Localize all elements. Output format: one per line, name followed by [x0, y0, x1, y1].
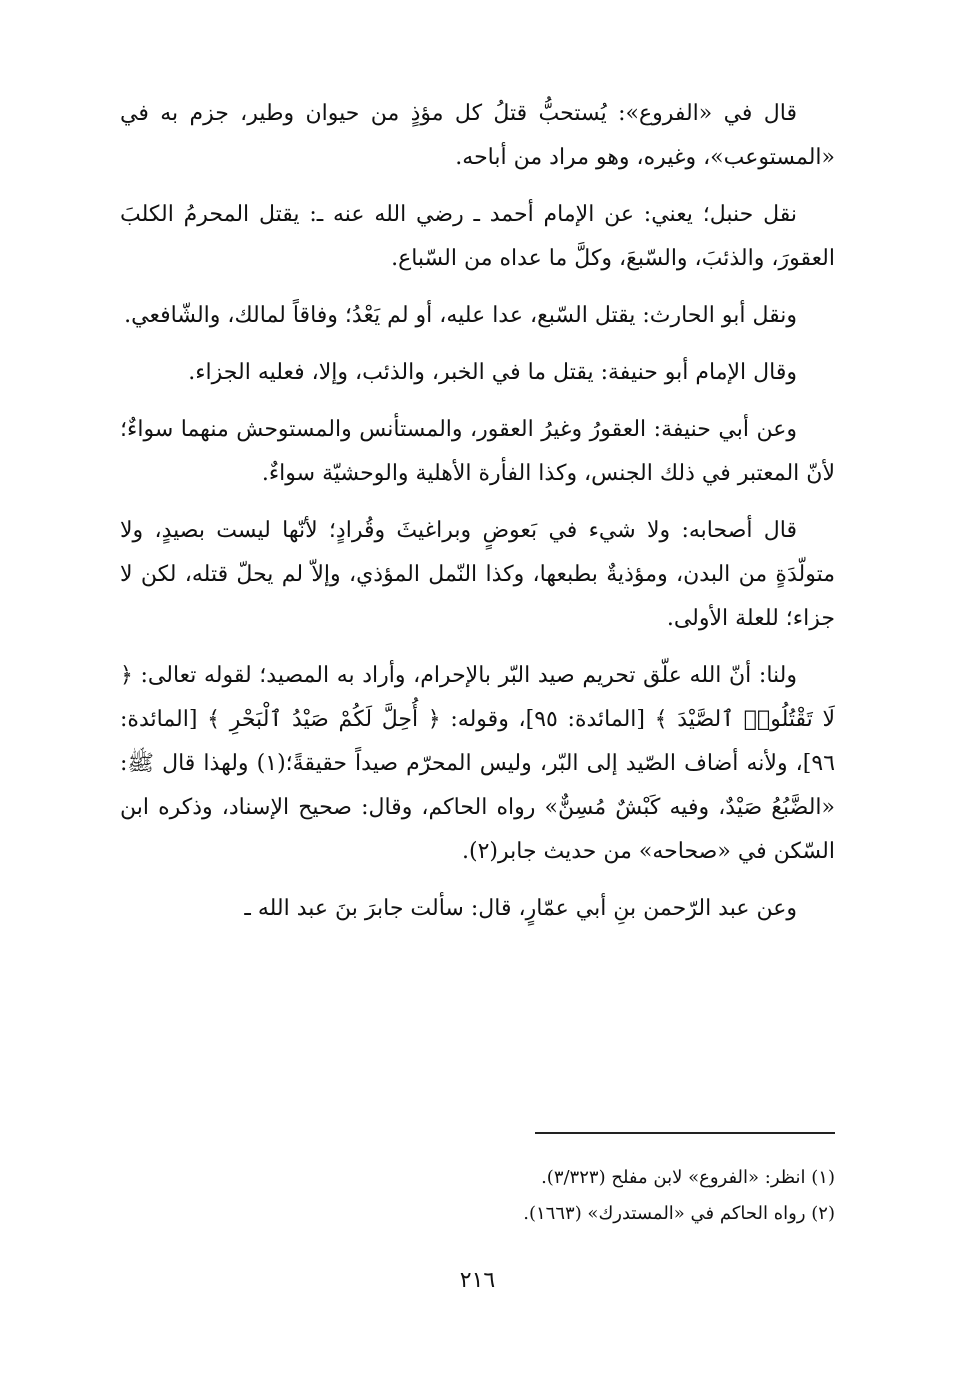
page-number: ٢١٦ [459, 1268, 496, 1293]
paragraph-2: نقل حنبل؛ يعني: عن الإمام أحمد ـ رضي الله عنه ـ: يقتل المحرمُ الكلبَ العقورَ، والذئبَ، والسّبعَ، وكلَّ ما عداه من السّباع. [120, 202, 835, 271]
paragraph-3: ونقل أبو الحارث: يقتل السّبع، عدا عليه، أو لم يَعْدُ؛ وفاقاً لمالك، والشّافعي. [124, 303, 797, 328]
paragraph-1: قال في «الفروع»: يُستحبُّ قتلُ كل مؤذٍ من حيوان وطير، جزم به في «المستوعب»، وغيره، وهو مراد من أباحه. [120, 101, 835, 170]
footnote-1: (١) انظر: «الفروع» لابن مفلح (٣/٣٢٣). [541, 1167, 835, 1188]
paragraph-8: وعن عبد الرّحمن بنِ أبي عمّارٍ، قال: سألت جابرَ بنَ عبد الله ـ [244, 896, 797, 921]
footnote-2: (٢) رواه الحاكم في «المستدرك» (١٦٦٣). [523, 1203, 835, 1224]
paragraph-5: وعن أبي حنيفة: العقورُ وغيرُ العقور، والمستأنس والمستوحش منهما سواءٌ؛ لأنّ المعتبر في ذلك الجنس، وكذا الفأرة الأهلية والوحشيّة سواءٌ. [120, 417, 835, 486]
paragraph-7: ولنا: أنّ الله علّق تحريم صيد البّر بالإحرام، وأراد به المصيد؛ لقوله تعالى: ﴿ لَا تَقْتُلُوا۟ ٱلصَّيْدَ ﴾ [المائدة: ٩٥]، وقوله: ﴿ أُحِلَّ لَكُمْ صَيْدُ ٱلْبَحْرِ ﴾ [المائدة: ٩٦]، ولأنه أضاف الصّيد إلى البّر، وليس المحرّم صيداً حقيقةً؛(١) ولهذا قال ﷺ: «الضَّبُعُ صَيْدٌ، وفيه كَبْشٌ مُسِنٌّ» رواه الحاكم، وقال: صحيح الإسناد، وذكره ابن السّكن في «صحاحه» من حديث جابر(٢). [120, 663, 836, 864]
paragraph-6: قال أصحابه: ولا شيء في بَعوضٍ وبراغيثَ وقُرادٍ؛ لأنّها ليست بصيدٍ، ولا متولّدَةٍ من البدن، ومؤذيةٌ بطبعها، وكذا النّمل المؤذي، وإلاّ لم يحلّ قتله، لكن لا جزاء؛ للعلة الأولى. [120, 518, 835, 631]
footnote-divider [535, 1132, 835, 1134]
footnotes [120, 1160, 835, 1232]
paragraph-4: وقال الإمام أبو حنيفة: يقتل ما في الخبر، والذئب، وإلا، فعليه الجزاء. [188, 360, 797, 385]
main-text [120, 92, 835, 944]
